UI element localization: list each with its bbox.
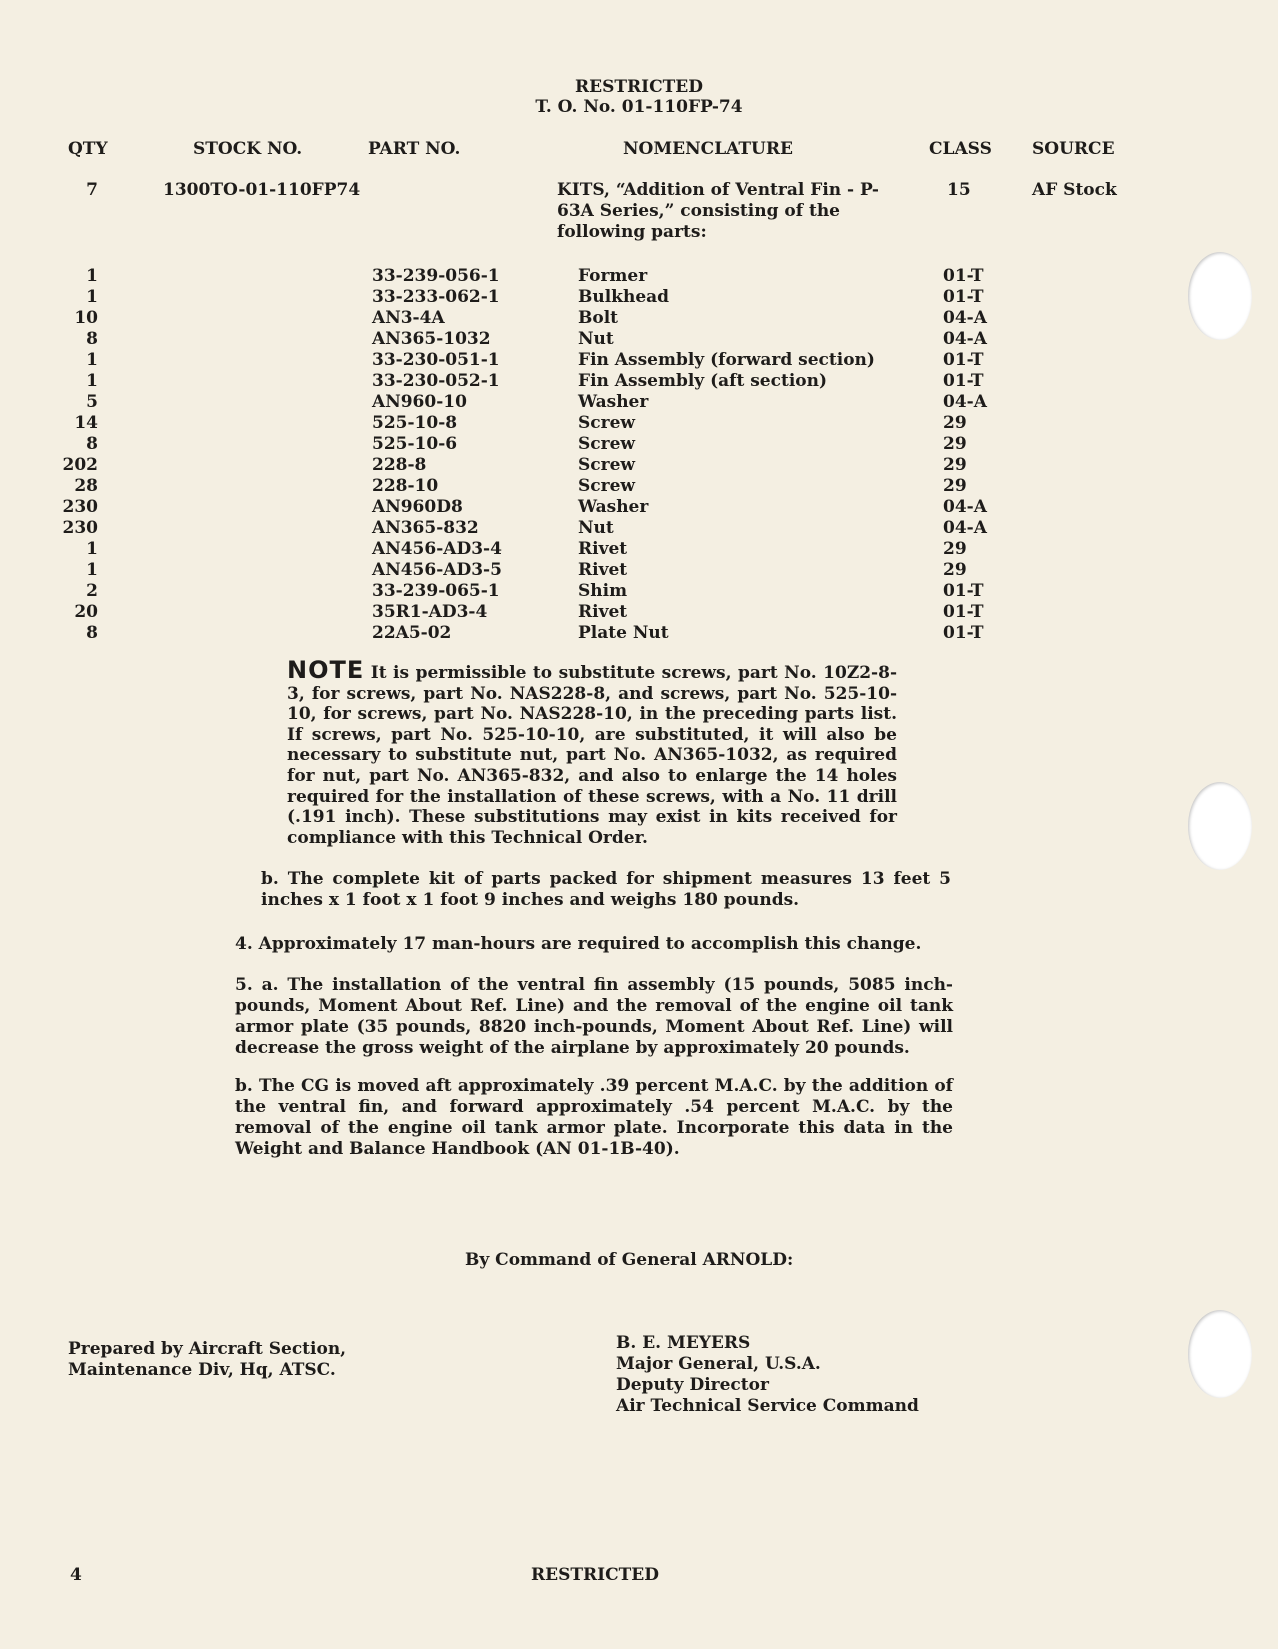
column-header-stock-no: STOCK NO. [193, 139, 303, 159]
header-order-number: T. O. No. 01-110FP-74 [535, 97, 743, 117]
kit-source: AF Stock [1032, 180, 1117, 200]
part-nomenclature: Fin Assembly (aft section) [578, 371, 828, 391]
column-header-class: CLASS [929, 139, 992, 159]
part-nomenclature: Screw [578, 476, 636, 496]
part-class: 04-A [943, 329, 987, 349]
signature-name: B. E. MEYERS [616, 1333, 751, 1353]
part-number: AN3-4A [372, 308, 445, 328]
part-nomenclature: Screw [578, 434, 636, 454]
part-number: 228-10 [372, 476, 439, 496]
part-number: 33-233-062-1 [372, 287, 500, 307]
part-qty: 14 [74, 413, 98, 433]
part-class: 29 [943, 560, 967, 580]
part-qty: 5 [86, 392, 98, 412]
part-qty: 8 [86, 329, 98, 349]
part-nomenclature: Nut [578, 518, 614, 538]
signature-block [616, 1333, 919, 1417]
column-header-source: SOURCE [1032, 139, 1115, 159]
part-number: AN365-832 [372, 518, 479, 538]
part-class: 04-A [943, 308, 987, 328]
kit-qty: 7 [86, 180, 98, 200]
column-header-nomenclature: NOMENCLATURE [623, 139, 793, 159]
part-class: 04-A [943, 518, 987, 538]
part-class: 29 [943, 413, 967, 433]
part-qty: 1 [86, 560, 98, 580]
part-nomenclature: Rivet [578, 539, 628, 559]
part-class: 04-A [943, 497, 987, 517]
punch-hole-top [1188, 252, 1252, 340]
part-number: 35R1-AD3-4 [372, 602, 488, 622]
signature-organization: Air Technical Service Command [616, 1396, 919, 1416]
part-nomenclature: Screw [578, 413, 636, 433]
page-number: 4 [70, 1565, 82, 1585]
paragraph-3b: b. The complete kit of parts packed for shipment measures 13 feet 5 inches x 1 foot x 1 foot 9 inches and weighs 180 pounds. [261, 869, 951, 910]
part-class: 01-T [943, 350, 984, 370]
punch-hole-middle [1188, 782, 1252, 870]
kit-stock-no: 1300TO-01-110FP74 [163, 180, 361, 200]
part-qty: 20 [74, 602, 98, 622]
part-qty: 1 [86, 539, 98, 559]
part-number: 525-10-8 [372, 413, 458, 433]
part-class: 29 [943, 455, 967, 475]
part-class: 01-T [943, 371, 984, 391]
note-text: It is permissible to substitute screws, part No. 10Z2-8-3, for screws, part No. NAS228-8, and screws, part No. 525-10-10, for screws, part No. NAS228-10, in the preceding parts list. If screws, part No. 525-10-10, are substituted, it will also be necessary to substitute nut, part No. AN365-1032, as required for nut, part No. AN365-832, and also to enlarge the 14 holes required for the installation of these screws, with a No. 11 drill (.191 inch). These substitutions may exist in kits received for compliance with this Technical Order. [287, 663, 898, 848]
kit-class: 15 [947, 180, 971, 200]
punch-hole-bottom [1188, 1310, 1252, 1398]
part-number: 525-10-6 [372, 434, 458, 454]
part-qty: 1 [86, 287, 98, 307]
part-number: 33-239-065-1 [372, 581, 500, 601]
part-number: 22A5-02 [372, 623, 452, 643]
part-qty: 8 [86, 623, 98, 643]
signature-title: Deputy Director [616, 1375, 769, 1395]
part-class: 29 [943, 434, 967, 454]
part-qty: 2 [86, 581, 98, 601]
part-number: AN960-10 [372, 392, 467, 412]
part-nomenclature: Washer [578, 392, 649, 412]
part-qty: 230 [62, 497, 98, 517]
part-nomenclature: Rivet [578, 560, 628, 580]
part-class: 01-T [943, 287, 984, 307]
footer-classification: RESTRICTED [531, 1565, 659, 1585]
paragraph-5b: b. The CG is moved aft approximately .39 percent M.A.C. by the addition of the ventral fin, and forward approximately .54 percent M.A.C. by the removal of the engine oil tank armor plate. Incorporate this data in the Weight and Balance Handbook (AN 01-1B-40). [235, 1076, 953, 1159]
part-qty: 1 [86, 350, 98, 370]
part-number: AN365-1032 [372, 329, 491, 349]
signature-rank: Major General, U.S.A. [616, 1354, 821, 1374]
part-qty: 1 [86, 266, 98, 286]
part-number: 228-8 [372, 455, 427, 475]
part-number: 33-230-051-1 [372, 350, 500, 370]
part-class: 01-T [943, 266, 984, 286]
part-nomenclature: Bulkhead [578, 287, 670, 307]
prepared-by-line: Maintenance Div, Hq, ATSC. [68, 1360, 336, 1380]
part-number: AN456-AD3-5 [372, 560, 502, 580]
prepared-by [68, 1339, 346, 1381]
part-nomenclature: Bolt [578, 308, 619, 328]
part-qty: 1 [86, 371, 98, 391]
part-nomenclature: Nut [578, 329, 614, 349]
part-class: 04-A [943, 392, 987, 412]
header-classification: RESTRICTED [575, 77, 703, 97]
part-nomenclature: Former [578, 266, 648, 286]
part-nomenclature: Plate Nut [578, 623, 669, 643]
part-nomenclature: Washer [578, 497, 649, 517]
part-class: 29 [943, 476, 967, 496]
part-class: 29 [943, 539, 967, 559]
part-number: 33-230-052-1 [372, 371, 500, 391]
part-nomenclature: Fin Assembly (forward section) [578, 350, 875, 370]
note-block [287, 656, 898, 848]
part-number: AN960D8 [372, 497, 463, 517]
part-nomenclature: Rivet [578, 602, 628, 622]
paragraph-5a: 5. a. The installation of the ventral fin assembly (15 pounds, 5085 inch-pounds, Moment About Ref. Line) and the removal of the engine oil tank armor plate (35 pounds, 8820 inch-pounds, Moment About Ref. Line) will decrease the gross weight of the airplane by approximately 20 pounds. [235, 975, 953, 1058]
part-qty: 10 [74, 308, 98, 328]
part-qty: 8 [86, 434, 98, 454]
command-line: By Command of General ARNOLD: [465, 1250, 794, 1270]
part-class: 01-T [943, 623, 984, 643]
part-qty: 230 [62, 518, 98, 538]
part-nomenclature: Shim [578, 581, 628, 601]
column-header-qty: QTY [68, 139, 108, 159]
part-class: 01-T [943, 602, 984, 622]
part-class: 01-T [943, 581, 984, 601]
part-qty: 28 [74, 476, 98, 496]
paragraph-4: 4. Approximately 17 man-hours are required to accomplish this change. [235, 934, 922, 954]
part-number: AN456-AD3-4 [372, 539, 502, 559]
prepared-by-line: Prepared by Aircraft Section, [68, 1339, 347, 1359]
column-header-part-no: PART NO. [368, 139, 461, 159]
part-number: 33-239-056-1 [372, 266, 500, 286]
part-nomenclature: Screw [578, 455, 636, 475]
part-qty: 202 [62, 455, 98, 475]
kit-nomenclature: KITS, “Addition of Ventral Fin - P-63A Series,” consisting of the following parts: [557, 180, 879, 242]
note-label: NOTE [287, 656, 365, 684]
